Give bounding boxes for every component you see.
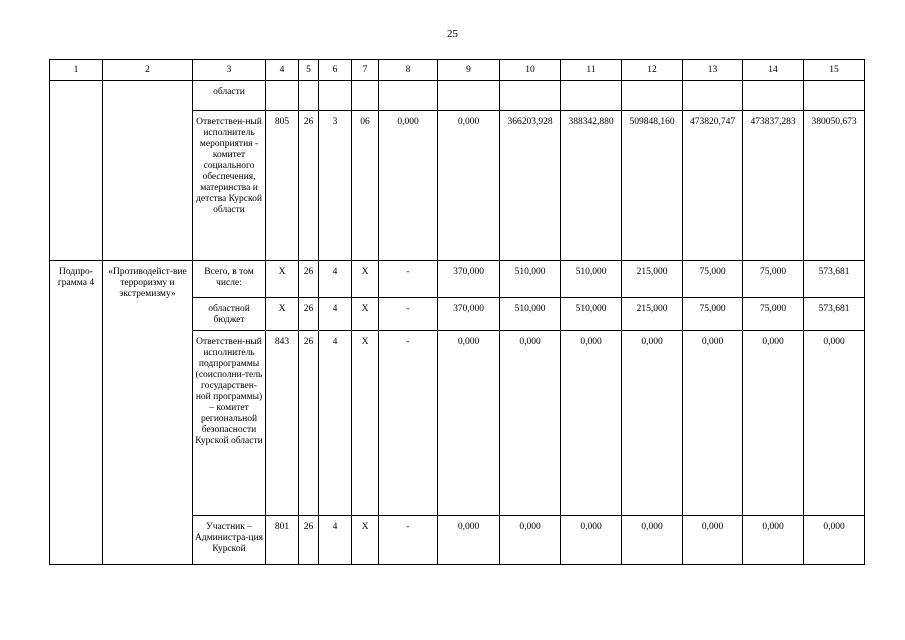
value-cell: 26 bbox=[299, 261, 319, 298]
value-cell: 75,000 bbox=[743, 261, 804, 298]
value-cell: 0,000 bbox=[683, 516, 743, 565]
value-cell: Х bbox=[352, 261, 379, 298]
row-label-cell: областной бюджет bbox=[193, 298, 266, 331]
header-cell: 2 bbox=[103, 60, 193, 81]
row-label-cell: Ответствен-ный исполнитель мероприятия - комитет социального обеспечения, материнства и детства Курской области bbox=[193, 111, 266, 261]
program-name-cell bbox=[50, 81, 103, 261]
header-cell: 14 bbox=[743, 60, 804, 81]
table-row bbox=[50, 81, 865, 111]
value-cell: 0,000 bbox=[500, 516, 561, 565]
value-cell bbox=[500, 81, 561, 111]
value-cell: 509848,160 bbox=[622, 111, 683, 261]
value-cell bbox=[804, 81, 865, 111]
row-label-cell: Участник – Администра-ция Курской bbox=[193, 516, 266, 565]
value-cell bbox=[299, 81, 319, 111]
header-cell: 9 bbox=[438, 60, 500, 81]
value-cell: 510,000 bbox=[500, 298, 561, 331]
value-cell: Х bbox=[352, 298, 379, 331]
subprogram-title-cell: «Противодейст-вие терроризму и экстремизму» bbox=[103, 261, 193, 565]
header-cell: 6 bbox=[319, 60, 352, 81]
value-cell: 0,000 bbox=[438, 111, 500, 261]
header-cell: 10 bbox=[500, 60, 561, 81]
value-cell: 805 bbox=[266, 111, 299, 261]
value-cell bbox=[683, 81, 743, 111]
value-cell: - bbox=[379, 298, 438, 331]
value-cell: 473820,747 bbox=[683, 111, 743, 261]
value-cell: 0,000 bbox=[561, 331, 622, 516]
value-cell: - bbox=[379, 516, 438, 565]
value-cell: - bbox=[379, 331, 438, 516]
value-cell: 75,000 bbox=[683, 261, 743, 298]
value-cell: 4 bbox=[319, 516, 352, 565]
value-cell: 801 bbox=[266, 516, 299, 565]
value-cell: 215,000 bbox=[622, 261, 683, 298]
value-cell: 26 bbox=[299, 111, 319, 261]
value-cell: Х bbox=[266, 298, 299, 331]
value-cell bbox=[622, 81, 683, 111]
value-cell: 510,000 bbox=[561, 261, 622, 298]
value-cell: 215,000 bbox=[622, 298, 683, 331]
value-cell: 510,000 bbox=[500, 261, 561, 298]
header-cell: 13 bbox=[683, 60, 743, 81]
value-cell bbox=[266, 81, 299, 111]
value-cell: 4 bbox=[319, 331, 352, 516]
row-label-cell: Всего, в том числе: bbox=[193, 261, 266, 298]
value-cell: 4 bbox=[319, 261, 352, 298]
value-cell: 510,000 bbox=[561, 298, 622, 331]
value-cell: 0,000 bbox=[438, 516, 500, 565]
value-cell: - bbox=[379, 261, 438, 298]
header-cell: 7 bbox=[352, 60, 379, 81]
value-cell: 06 bbox=[352, 111, 379, 261]
header-cell: 11 bbox=[561, 60, 622, 81]
value-cell: 843 bbox=[266, 331, 299, 516]
value-cell: 380050,673 bbox=[804, 111, 865, 261]
row-label-cell: Ответствен-ный исполнитель подпрограммы (соисполни-тель государствен-ной программы) – комитет региональной безопасности Курской области bbox=[193, 331, 266, 516]
value-cell: 573,681 bbox=[804, 261, 865, 298]
value-cell: 370,000 bbox=[438, 298, 500, 331]
value-cell: Х bbox=[266, 261, 299, 298]
header-cell: 12 bbox=[622, 60, 683, 81]
value-cell: 573,681 bbox=[804, 298, 865, 331]
value-cell: 26 bbox=[299, 516, 319, 565]
value-cell: 0,000 bbox=[438, 331, 500, 516]
value-cell: 0,000 bbox=[500, 331, 561, 516]
value-cell bbox=[379, 81, 438, 111]
header-cell: 1 bbox=[50, 60, 103, 81]
header-cell: 8 bbox=[379, 60, 438, 81]
value-cell: 0,000 bbox=[622, 516, 683, 565]
value-cell: 0,000 bbox=[379, 111, 438, 261]
value-cell: 0,000 bbox=[743, 331, 804, 516]
table-row bbox=[50, 261, 865, 298]
subprogram-name-cell: Подпро-грамма 4 bbox=[50, 261, 103, 565]
value-cell: 26 bbox=[299, 298, 319, 331]
value-cell: 366203,928 bbox=[500, 111, 561, 261]
row-label-cell: области bbox=[193, 81, 266, 111]
value-cell: 3 bbox=[319, 111, 352, 261]
value-cell: 388342,880 bbox=[561, 111, 622, 261]
header-cell: 15 bbox=[804, 60, 865, 81]
value-cell: 0,000 bbox=[683, 331, 743, 516]
value-cell: 26 bbox=[299, 331, 319, 516]
value-cell: 0,000 bbox=[561, 516, 622, 565]
value-cell: 75,000 bbox=[743, 298, 804, 331]
value-cell: 0,000 bbox=[804, 331, 865, 516]
value-cell bbox=[319, 81, 352, 111]
program-title-cell bbox=[103, 81, 193, 261]
header-cell: 5 bbox=[299, 60, 319, 81]
value-cell: 0,000 bbox=[743, 516, 804, 565]
value-cell: 75,000 bbox=[683, 298, 743, 331]
budget-table bbox=[49, 59, 865, 565]
value-cell bbox=[561, 81, 622, 111]
value-cell: 370,000 bbox=[438, 261, 500, 298]
value-cell bbox=[438, 81, 500, 111]
page-number: 25 bbox=[447, 28, 458, 40]
value-cell: 473837,283 bbox=[743, 111, 804, 261]
value-cell: Х bbox=[352, 331, 379, 516]
header-cell: 3 bbox=[193, 60, 266, 81]
value-cell: 4 bbox=[319, 298, 352, 331]
value-cell bbox=[352, 81, 379, 111]
value-cell: 0,000 bbox=[804, 516, 865, 565]
value-cell: Х bbox=[352, 516, 379, 565]
table-header-row bbox=[50, 60, 865, 81]
header-cell: 4 bbox=[266, 60, 299, 81]
value-cell bbox=[743, 81, 804, 111]
value-cell: 0,000 bbox=[622, 331, 683, 516]
